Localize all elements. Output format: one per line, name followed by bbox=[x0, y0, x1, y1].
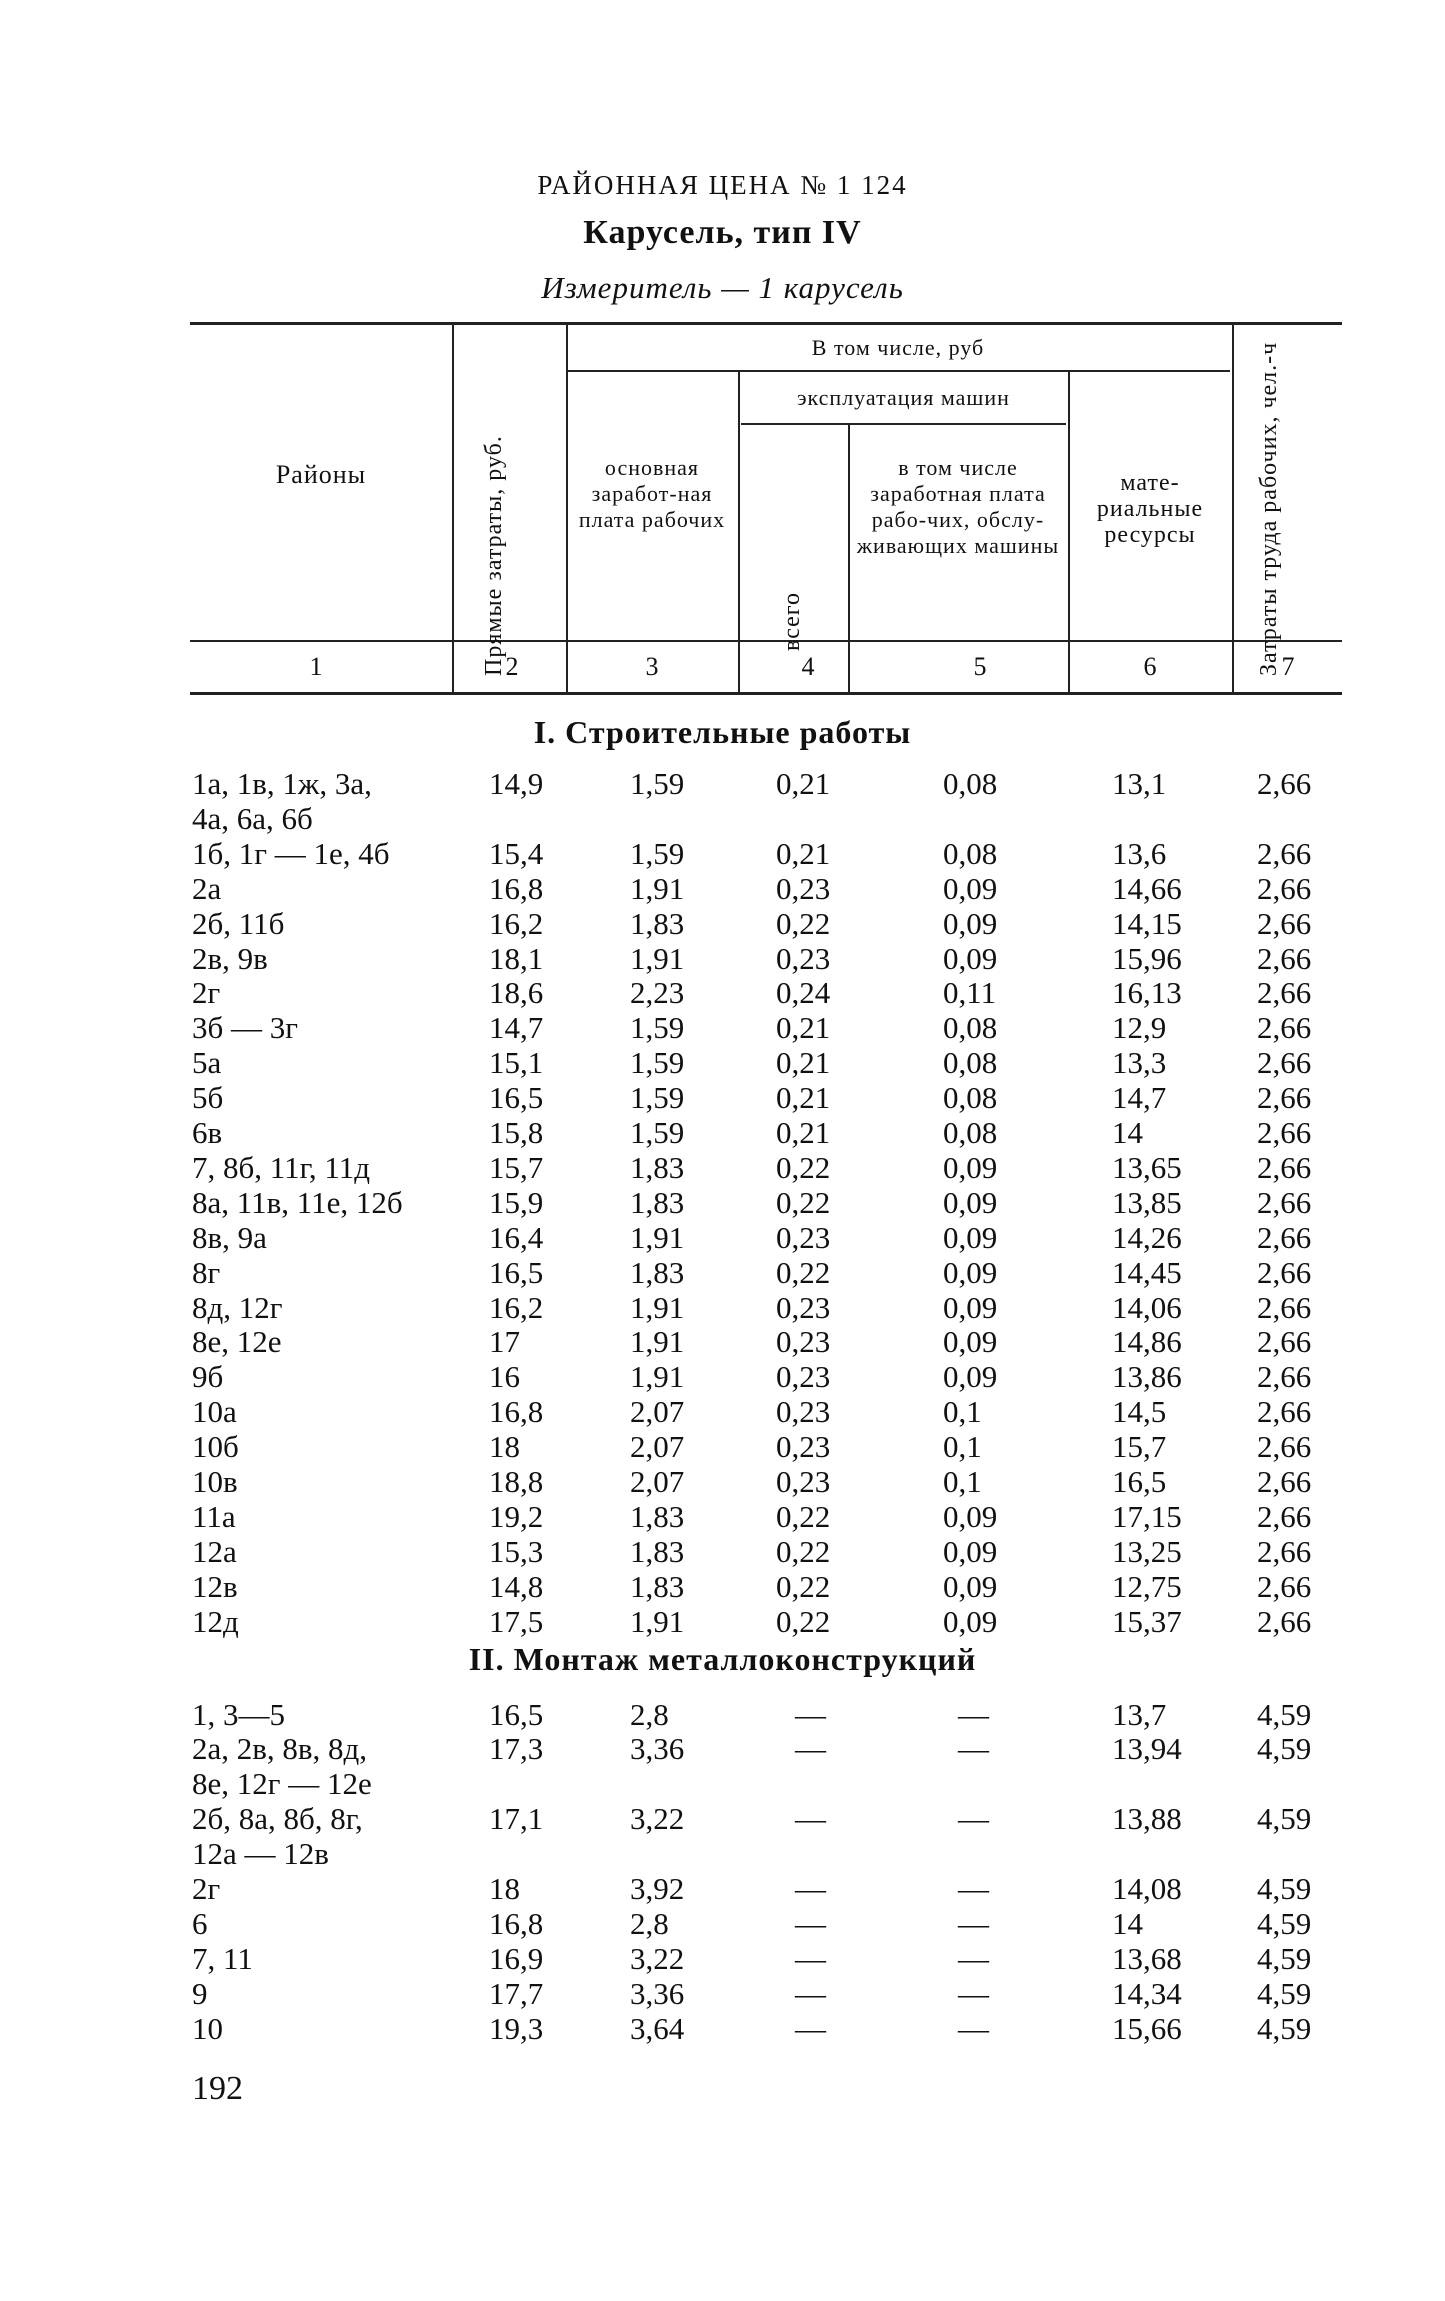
district-cell: 2б, 8а, 8б, 8г, bbox=[192, 1801, 363, 1837]
value-cell: 0,21 bbox=[776, 1080, 831, 1116]
column-number: 3 bbox=[645, 652, 659, 681]
value-cell: 0,23 bbox=[776, 1429, 831, 1465]
value-cell: 0,09 bbox=[943, 1533, 998, 1569]
value-cell: 16,8 bbox=[489, 870, 544, 906]
value-cell: 15,3 bbox=[489, 1533, 544, 1569]
value-cell: 0,22 bbox=[776, 1184, 831, 1220]
value-cell: 17 bbox=[489, 1324, 520, 1360]
value-cell: 18 bbox=[489, 1871, 520, 1906]
value-cell: 0,22 bbox=[776, 1149, 831, 1185]
district-cell: 8е, 12е bbox=[192, 1324, 282, 1360]
value-cell: 3,36 bbox=[630, 1975, 685, 2011]
value-cell: 0,23 bbox=[776, 1464, 831, 1499]
value-cell: 0,1 bbox=[943, 1429, 982, 1465]
header-vsego: всего bbox=[779, 591, 805, 651]
district-cell: 2б, 11б bbox=[192, 905, 285, 941]
value-cell: 2,07 bbox=[630, 1429, 685, 1465]
column-number: 1 bbox=[309, 652, 323, 681]
value-cell: 14,45 bbox=[1112, 1254, 1182, 1290]
value-cell: 0,23 bbox=[776, 1324, 831, 1360]
value-cell: — bbox=[795, 1975, 826, 2011]
value-cell: 2,66 bbox=[1257, 905, 1312, 941]
value-cell: — bbox=[958, 1801, 989, 1837]
value-cell: 0,08 bbox=[943, 1080, 998, 1116]
value-cell: 0,09 bbox=[943, 1184, 998, 1220]
value-cell: 2,66 bbox=[1257, 1080, 1312, 1116]
header-pryamye: Прямые затраты, руб. bbox=[481, 435, 507, 676]
header-rayony: Районы bbox=[275, 460, 367, 489]
value-cell: 0,23 bbox=[776, 1394, 831, 1430]
value-cell: — bbox=[958, 1905, 989, 1941]
value-cell: 12,75 bbox=[1112, 1568, 1182, 1604]
district-cell: 12а bbox=[192, 1533, 237, 1569]
value-cell: 2,66 bbox=[1257, 1359, 1312, 1395]
header-v-tom-chisle: В том числе, руб bbox=[811, 335, 985, 360]
value-cell: 1,59 bbox=[630, 1045, 685, 1081]
value-cell: 15,66 bbox=[1112, 2010, 1182, 2046]
district-cell: 6 bbox=[192, 1905, 208, 1941]
value-cell: 3,22 bbox=[630, 1940, 685, 1976]
value-cell: 1,83 bbox=[630, 905, 685, 941]
value-cell: 12,9 bbox=[1112, 1010, 1167, 1046]
value-cell: 2,66 bbox=[1257, 1568, 1312, 1604]
value-cell: 1,91 bbox=[630, 1289, 685, 1325]
value-cell: 19,3 bbox=[489, 2010, 544, 2046]
value-cell: 4,59 bbox=[1257, 1975, 1312, 2011]
value-cell: — bbox=[795, 1801, 826, 1837]
value-cell: 0,22 bbox=[776, 1533, 831, 1569]
value-cell: 2,66 bbox=[1257, 1045, 1312, 1081]
district-cell: 2в, 9в bbox=[192, 940, 268, 976]
district-cell: 12а — 12в bbox=[192, 1836, 329, 1872]
value-cell: 15,96 bbox=[1112, 940, 1182, 976]
value-cell: 0,24 bbox=[776, 975, 831, 1011]
value-cell: 0,08 bbox=[943, 1010, 998, 1046]
value-cell: — bbox=[958, 1940, 989, 1976]
value-cell: 16,5 bbox=[1112, 1464, 1167, 1499]
col-divider-5 bbox=[1068, 370, 1070, 692]
value-cell: 1,83 bbox=[630, 1184, 685, 1220]
value-cell: 17,7 bbox=[489, 1975, 544, 2011]
column-number: 5 bbox=[973, 652, 987, 681]
value-cell: — bbox=[958, 1731, 989, 1767]
header-materialnye: мате-риальные ресурсы bbox=[1096, 470, 1204, 548]
value-cell: 0,09 bbox=[943, 1324, 998, 1360]
value-cell: — bbox=[795, 1696, 826, 1732]
district-cell: 11а bbox=[192, 1498, 236, 1534]
value-cell: 13,86 bbox=[1112, 1359, 1182, 1395]
value-cell: 2,66 bbox=[1257, 1115, 1312, 1150]
district-cell: 10в bbox=[192, 1464, 238, 1499]
value-cell: 0,23 bbox=[776, 1219, 831, 1255]
value-cell: 14 bbox=[1112, 1905, 1143, 1941]
value-cell: 2,23 bbox=[630, 975, 685, 1011]
district-cell: 2г bbox=[192, 1871, 221, 1906]
value-cell: 0,21 bbox=[776, 835, 831, 871]
value-cell: 2,66 bbox=[1257, 835, 1312, 871]
district-cell: 8а, 11в, 11е, 12б bbox=[192, 1184, 403, 1220]
value-cell: 4,59 bbox=[1257, 2010, 1312, 2046]
price-number-title: РАЙОННАЯ ЦЕНА № 1 124 bbox=[537, 170, 908, 200]
value-cell: 0,22 bbox=[776, 1498, 831, 1534]
value-cell: 15,1 bbox=[489, 1045, 544, 1081]
value-cell: 2,8 bbox=[630, 1696, 669, 1732]
value-cell: 14,34 bbox=[1112, 1975, 1182, 2011]
subgroup-rule bbox=[566, 370, 1230, 372]
value-cell: 0,23 bbox=[776, 1289, 831, 1325]
value-cell: 19,2 bbox=[489, 1498, 544, 1534]
value-cell: 17,15 bbox=[1112, 1498, 1182, 1534]
value-cell: 14,15 bbox=[1112, 905, 1182, 941]
col-divider-2 bbox=[566, 324, 568, 692]
value-cell: 2,07 bbox=[630, 1464, 685, 1499]
table-top-rule bbox=[190, 322, 1342, 325]
value-cell: 13,65 bbox=[1112, 1149, 1182, 1185]
value-cell: 15,37 bbox=[1112, 1603, 1182, 1639]
value-cell: 4,59 bbox=[1257, 1696, 1312, 1732]
value-cell: 14,9 bbox=[489, 766, 544, 801]
value-cell: 1,91 bbox=[630, 1324, 685, 1360]
value-cell: 1,59 bbox=[630, 1115, 685, 1150]
value-cell: 16,5 bbox=[489, 1080, 544, 1116]
district-cell: 9 bbox=[192, 1975, 208, 2011]
value-cell: 2,07 bbox=[630, 1394, 685, 1430]
value-cell: 0,09 bbox=[943, 940, 998, 976]
district-cell: 10б bbox=[192, 1429, 239, 1465]
value-cell: 16,8 bbox=[489, 1394, 544, 1430]
column-number: 6 bbox=[1143, 652, 1157, 681]
value-cell: 0,08 bbox=[943, 1115, 998, 1150]
value-cell: 0,21 bbox=[776, 766, 831, 801]
district-cell: 7, 11 bbox=[192, 1940, 253, 1976]
value-cell: 4,59 bbox=[1257, 1871, 1312, 1906]
district-cell: 1б, 1г — 1е, 4б bbox=[192, 835, 390, 871]
header-ekspluatatsiya: эксплуатация машин bbox=[797, 385, 1010, 410]
value-cell: 2,66 bbox=[1257, 1324, 1312, 1360]
value-cell: 2,66 bbox=[1257, 1603, 1312, 1639]
value-cell: 2,66 bbox=[1257, 1498, 1312, 1534]
value-cell: 17,5 bbox=[489, 1603, 544, 1639]
value-cell: 0,23 bbox=[776, 870, 831, 906]
value-cell: 1,91 bbox=[630, 1603, 685, 1639]
value-cell: 0,09 bbox=[943, 1498, 998, 1534]
district-cell: 12в bbox=[192, 1568, 238, 1604]
value-cell: 14,86 bbox=[1112, 1324, 1182, 1360]
district-cell: 8д, 12г bbox=[192, 1289, 283, 1325]
col-divider-6 bbox=[1232, 324, 1234, 692]
value-cell: 1,83 bbox=[630, 1568, 685, 1604]
value-cell: 1,91 bbox=[630, 1359, 685, 1395]
value-cell: 18,8 bbox=[489, 1464, 544, 1499]
value-cell: 2,66 bbox=[1257, 1219, 1312, 1255]
value-cell: 3,92 bbox=[630, 1871, 685, 1906]
value-cell: 2,66 bbox=[1257, 1464, 1312, 1499]
district-cell: 9б bbox=[192, 1359, 224, 1395]
value-cell: 17,3 bbox=[489, 1731, 544, 1767]
value-cell: 13,85 bbox=[1112, 1184, 1182, 1220]
value-cell: 3,36 bbox=[630, 1731, 685, 1767]
value-cell: 15,7 bbox=[489, 1149, 544, 1185]
page-number: 192 bbox=[192, 2070, 243, 2107]
district-cell: 7, 8б, 11г, 11д bbox=[192, 1149, 370, 1185]
section-title: II. Монтаж металлоконструкций bbox=[468, 1640, 977, 1677]
value-cell: 0,23 bbox=[776, 940, 831, 976]
district-cell: 8г bbox=[192, 1254, 221, 1290]
value-cell: 0,21 bbox=[776, 1010, 831, 1046]
col-divider-1 bbox=[452, 324, 454, 692]
district-cell: 2а bbox=[192, 870, 222, 906]
value-cell: 0,09 bbox=[943, 1568, 998, 1604]
numbers-bottom-rule bbox=[190, 692, 1342, 695]
value-cell: 2,66 bbox=[1257, 1184, 1312, 1220]
value-cell: 0,22 bbox=[776, 1568, 831, 1604]
value-cell: 1,91 bbox=[630, 870, 685, 906]
value-cell: 0,09 bbox=[943, 1219, 998, 1255]
district-cell: 8е, 12г — 12е bbox=[192, 1766, 372, 1802]
value-cell: — bbox=[795, 1905, 826, 1941]
value-cell: 0,09 bbox=[943, 1359, 998, 1395]
value-cell: 15,7 bbox=[1112, 1429, 1167, 1465]
item-title: Карусель, тип IV bbox=[583, 214, 862, 251]
header-osnovnaya: основная заработ-ная плата рабочих bbox=[578, 455, 726, 532]
value-cell: 0,09 bbox=[943, 1603, 998, 1639]
district-cell: 5б bbox=[192, 1080, 224, 1116]
district-cell: 5а bbox=[192, 1045, 222, 1081]
value-cell: 18,6 bbox=[489, 975, 544, 1011]
value-cell: — bbox=[958, 1975, 989, 2011]
value-cell: 1,83 bbox=[630, 1149, 685, 1185]
district-cell: 1а, 1в, 1ж, 3а, bbox=[192, 766, 372, 801]
value-cell: 1,83 bbox=[630, 1498, 685, 1534]
value-cell: 13,3 bbox=[1112, 1045, 1167, 1081]
district-cell: 10 bbox=[192, 2010, 223, 2046]
value-cell: 18,1 bbox=[489, 940, 544, 976]
value-cell: — bbox=[795, 2010, 826, 2046]
district-cell: 4а, 6а, 6б bbox=[192, 800, 313, 836]
value-cell: 0,09 bbox=[943, 1254, 998, 1290]
value-cell: 16,13 bbox=[1112, 975, 1182, 1011]
header-bottom-rule bbox=[190, 640, 1342, 642]
value-cell: 14,06 bbox=[1112, 1289, 1182, 1325]
value-cell: 0,23 bbox=[776, 1359, 831, 1395]
value-cell: 2,66 bbox=[1257, 1533, 1312, 1569]
value-cell: 4,59 bbox=[1257, 1905, 1312, 1941]
header-v-tom-chisle-zp: в том числе заработная плата рабо-чих, обслу-живающих машины bbox=[856, 455, 1060, 558]
district-cell: 2а, 2в, 8в, 8д, bbox=[192, 1731, 368, 1767]
value-cell: 14,08 bbox=[1112, 1871, 1182, 1906]
value-cell: 13,25 bbox=[1112, 1533, 1182, 1569]
value-cell: 0,08 bbox=[943, 1045, 998, 1081]
value-cell: 14,7 bbox=[1112, 1080, 1167, 1116]
value-cell: 0,08 bbox=[943, 766, 998, 801]
district-cell: 2г bbox=[192, 975, 221, 1011]
value-cell: 2,66 bbox=[1257, 1289, 1312, 1325]
value-cell: 2,8 bbox=[630, 1905, 669, 1941]
value-cell: 2,66 bbox=[1257, 940, 1312, 976]
value-cell: — bbox=[795, 1871, 826, 1906]
value-cell: 1,83 bbox=[630, 1254, 685, 1290]
value-cell: 1,59 bbox=[630, 766, 685, 801]
value-cell: 16 bbox=[489, 1359, 520, 1395]
column-number: 2 bbox=[505, 652, 519, 681]
district-cell: 8в, 9а bbox=[192, 1219, 267, 1255]
column-number: 4 bbox=[801, 652, 815, 681]
value-cell: 1,91 bbox=[630, 1219, 685, 1255]
column-number: 7 bbox=[1281, 652, 1295, 681]
value-cell: 4,59 bbox=[1257, 1801, 1312, 1837]
district-cell: 6в bbox=[192, 1115, 223, 1150]
value-cell: 1,91 bbox=[630, 940, 685, 976]
value-cell: 14,5 bbox=[1112, 1394, 1167, 1430]
value-cell: 0,1 bbox=[943, 1394, 982, 1430]
value-cell: 14,66 bbox=[1112, 870, 1182, 906]
value-cell: 14,8 bbox=[489, 1568, 544, 1604]
value-cell: — bbox=[958, 1871, 989, 1906]
col-divider-4 bbox=[848, 423, 850, 692]
district-cell: 1, 3—5 bbox=[192, 1696, 285, 1732]
value-cell: 0,11 bbox=[943, 975, 997, 1011]
value-cell: 3,64 bbox=[630, 2010, 685, 2046]
value-cell: 14,26 bbox=[1112, 1219, 1182, 1255]
value-cell: 1,59 bbox=[630, 835, 685, 871]
value-cell: 16,2 bbox=[489, 905, 544, 941]
value-cell: — bbox=[795, 1940, 826, 1976]
value-cell: 16,2 bbox=[489, 1289, 544, 1325]
value-cell: 13,68 bbox=[1112, 1940, 1182, 1976]
value-cell: 0,22 bbox=[776, 1603, 831, 1639]
value-cell: 1,83 bbox=[630, 1533, 685, 1569]
value-cell: 16,9 bbox=[489, 1940, 544, 1976]
value-cell: 3,22 bbox=[630, 1801, 685, 1837]
district-cell: 10а bbox=[192, 1394, 237, 1430]
section-title: I. Строительные работы bbox=[533, 714, 912, 750]
value-cell: 2,66 bbox=[1257, 975, 1312, 1011]
value-cell: 0,22 bbox=[776, 1254, 831, 1290]
value-cell: — bbox=[795, 1731, 826, 1767]
value-cell: 13,94 bbox=[1112, 1731, 1182, 1767]
value-cell: 17,1 bbox=[489, 1801, 544, 1837]
value-cell: 18 bbox=[489, 1429, 520, 1465]
value-cell: 0,09 bbox=[943, 870, 998, 906]
value-cell: — bbox=[958, 2010, 989, 2046]
value-cell: 0,21 bbox=[776, 1045, 831, 1081]
value-cell: 0,1 bbox=[943, 1464, 982, 1499]
value-cell: 0,09 bbox=[943, 1289, 998, 1325]
value-cell: 0,21 bbox=[776, 1115, 831, 1150]
value-cell: 13,7 bbox=[1112, 1696, 1167, 1732]
machines-rule bbox=[741, 423, 1066, 425]
value-cell: 2,66 bbox=[1257, 1149, 1312, 1185]
value-cell: 1,59 bbox=[630, 1080, 685, 1116]
value-cell: 2,66 bbox=[1257, 766, 1312, 801]
value-cell: — bbox=[958, 1696, 989, 1732]
value-cell: 1,59 bbox=[630, 1010, 685, 1046]
measurement-unit: Измеритель — 1 карусель bbox=[541, 270, 904, 305]
value-cell: 13,88 bbox=[1112, 1801, 1182, 1837]
value-cell: 0,22 bbox=[776, 905, 831, 941]
value-cell: 16,5 bbox=[489, 1254, 544, 1290]
value-cell: 0,08 bbox=[943, 835, 998, 871]
value-cell: 16,8 bbox=[489, 1905, 544, 1941]
value-cell: 4,59 bbox=[1257, 1940, 1312, 1976]
value-cell: 14,7 bbox=[489, 1010, 544, 1046]
value-cell: 0,09 bbox=[943, 1149, 998, 1185]
value-cell: 15,4 bbox=[489, 835, 544, 871]
value-cell: 15,9 bbox=[489, 1184, 544, 1220]
header-zatraty-truda: Затраты труда рабочих, чел.-ч bbox=[1256, 341, 1282, 676]
value-cell: 2,66 bbox=[1257, 870, 1312, 906]
value-cell: 2,66 bbox=[1257, 1394, 1312, 1430]
value-cell: 4,59 bbox=[1257, 1731, 1312, 1767]
value-cell: 13,6 bbox=[1112, 835, 1167, 871]
value-cell: 13,1 bbox=[1112, 766, 1167, 801]
district-cell: 12д bbox=[192, 1603, 239, 1639]
value-cell: 15,8 bbox=[489, 1115, 544, 1150]
value-cell: 14 bbox=[1112, 1115, 1143, 1150]
value-cell: 16,5 bbox=[489, 1696, 544, 1732]
value-cell: 16,4 bbox=[489, 1219, 544, 1255]
value-cell: 2,66 bbox=[1257, 1010, 1312, 1046]
value-cell: 0,09 bbox=[943, 905, 998, 941]
col-divider-3 bbox=[738, 370, 740, 692]
district-cell: 3б — 3г bbox=[192, 1010, 298, 1046]
value-cell: 2,66 bbox=[1257, 1429, 1312, 1465]
value-cell: 2,66 bbox=[1257, 1254, 1312, 1290]
